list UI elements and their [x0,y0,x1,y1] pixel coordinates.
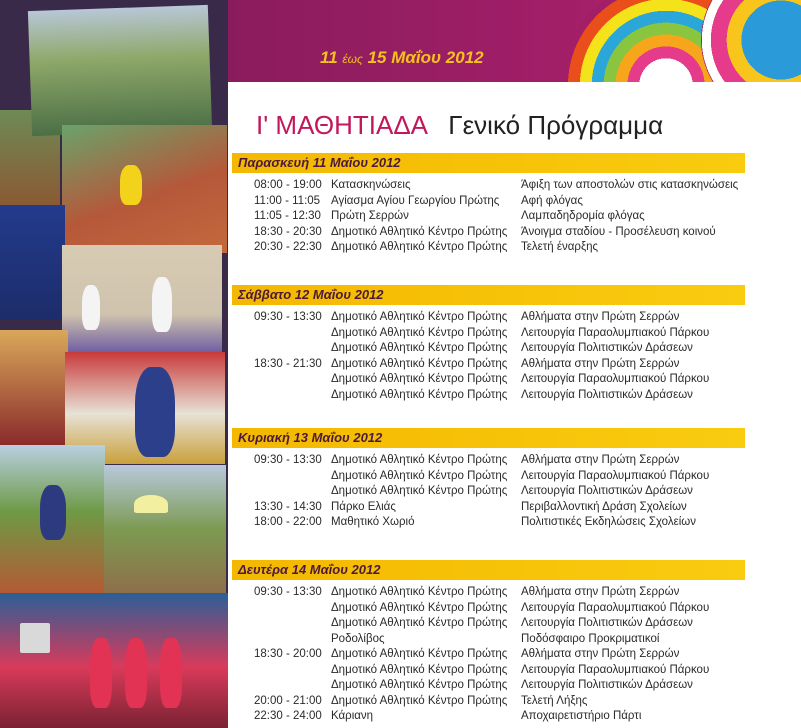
schedule-row [232,694,745,710]
schedule-row [232,209,745,225]
schedule-time: 09:30 - 13:30 [254,586,322,598]
photo-volleyball-court [28,5,212,136]
schedule-event: Αθλήματα στην Πρώτη Σερρών [521,648,680,660]
schedule-time: 18:30 - 21:30 [254,357,322,370]
photo-umbrella [104,465,226,593]
schedule-place: Κατασκηνώσεις [331,179,411,191]
schedule-row [232,515,745,531]
schedule-row [232,453,745,469]
schedule-place: Δημοτικό Αθλητικό Κέντρο Πρώτης [331,388,508,401]
schedule-row [232,388,745,404]
schedule-time: 09:30 - 13:30 [254,311,322,323]
day-rows [232,580,745,725]
day-header: Δευτέρα 14 Μαΐου 2012 [232,560,745,580]
schedule-place: Ροδολίβος [331,632,385,645]
schedule-place: Δημοτικό Αθλητικό Κέντρο Πρώτης [331,225,508,238]
schedule-place: Δημοτικό Αθλητικό Κέντρο Πρώτης [331,485,508,497]
schedule-row [232,585,745,601]
schedule-row [232,601,745,617]
schedule-row [232,326,745,342]
schedule-event: Λειτουργία Παραολυμπιακού Πάρκου [521,373,710,385]
schedule-place: Δημοτικό Αθλητικό Κέντρο Πρώτης [331,469,508,482]
schedule-row [232,225,745,241]
photo-collage [0,0,228,728]
title-subtitle: Γενικό Πρόγραμμα [448,110,664,140]
schedule-event: Λειτουργία Πολιτιστικών Δράσεων [521,485,693,497]
schedule-event: Αθλήματα στην Πρώτη Σερρών [521,311,680,323]
schedule-row [232,357,745,373]
schedule-event: Λειτουργία Παραολυμπιακού Πάρκου [521,601,710,614]
schedule-place: Δημοτικό Αθλητικό Κέντρο Πρώτης [331,601,508,614]
schedule-place: Δημοτικό Αθλητικό Κέντρο Πρώτης [331,454,508,466]
schedule-place: Δημοτικό Αθλητικό Κέντρο Πρώτης [331,694,508,707]
schedule-place: Δημοτικό Αθλητικό Κέντρο Πρώτης [331,373,508,385]
schedule-row [232,647,745,663]
schedule-time: 20:00 - 21:00 [254,694,322,707]
schedule-row [232,709,745,725]
photo-athlete [0,330,68,445]
schedule-place: Δημοτικό Αθλητικό Κέντρο Πρώτης [331,357,508,370]
day-rows [232,305,745,403]
schedule-event: Αποχαιρετιστήριο Πάρτι [521,710,642,722]
schedule-row [232,310,745,326]
photo-jumper-figure [40,485,66,540]
photo-gymnast-figure [90,638,112,708]
schedule-place: Δημοτικό Αθλητικό Κέντρο Πρώτης [331,326,508,339]
schedule-event: Αθλήματα στην Πρώτη Σερρών [521,357,680,370]
schedule-event: Λειτουργία Πολιτιστικών Δράσεων [521,617,693,629]
day-section [232,560,745,725]
schedule-time: 20:30 - 22:30 [254,241,322,253]
schedule-place: Δημοτικό Αθλητικό Κέντρο Πρώτης [331,663,508,676]
schedule-row [232,632,745,648]
schedule-place: Δημοτικό Αθλητικό Κέντρο Πρώτης [331,679,508,691]
day-section [232,153,745,256]
date-end: 15 Μαΐου 2012 [367,48,484,67]
date-connector: έως [342,52,363,66]
photo-fencing [62,245,222,360]
photo-basketball-hoop [20,623,50,653]
date-start: 11 [320,48,338,67]
schedule-row [232,178,745,194]
schedule-row [232,240,745,256]
schedule-place: Πάρκο Ελιάς [331,500,396,513]
schedule-event: Τελετή Λήξης [521,694,588,707]
day-section [232,428,745,531]
photo-fencer-figure [152,277,172,332]
photo-cycling [62,125,227,253]
schedule-time: 09:30 - 13:30 [254,454,322,466]
schedule-event: Αθλήματα στην Πρώτη Σερρών [521,454,680,466]
schedule-event: Πολιτιστικές Εκδηλώσεις Σχολείων [521,516,697,528]
schedule-time: 13:30 - 14:30 [254,500,322,513]
schedule-event: Λειτουργία Πολιτιστικών Δράσεων [521,388,693,401]
schedule-row [232,663,745,679]
schedule-time: 11:00 - 11:05 [254,194,321,207]
schedule-time: 18:00 - 22:00 [254,516,322,528]
schedule-time: 22:30 - 24:00 [254,710,322,722]
schedule-time: 11:05 - 12:30 [254,210,321,222]
photo-cyclist-figure [120,165,142,205]
schedule-row [232,372,745,388]
schedule-event: Άφιξη των αποστολών στις κατασκηνώσεις [521,179,739,191]
day-section [232,285,745,403]
schedule-time: 18:30 - 20:30 [254,225,322,238]
photo-umbrella-shape [134,495,168,513]
schedule-place: Δημοτικό Αθλητικό Κέντρο Πρώτης [331,648,508,660]
schedule-place: Μαθητικό Χωριό [331,516,415,528]
schedule-row [232,616,745,632]
title-brand: Ι' ΜΑΘΗΤΙΑΔΑ [256,110,427,140]
schedule-event: Περιβαλλοντική Δράση Σχολείων [521,500,687,513]
schedule-row [232,484,745,500]
schedule-event: Λειτουργία Παραολυμπιακού Πάρκου [521,663,710,676]
schedule-row [232,678,745,694]
schedule-event: Άνοιγμα σταδίου - Προσέλευση κοινού [521,225,716,238]
schedule-row [232,500,745,516]
photo-gymnast-figure [160,638,182,708]
schedule-place: Δημοτικό Αθλητικό Κέντρο Πρώτης [331,311,508,323]
date-banner [320,48,484,68]
schedule-event: Λαμπαδηδρομία φλόγας [521,210,645,222]
schedule-place: Κάριανη [331,710,374,722]
schedule-place: Πρώτη Σερρών [331,210,409,222]
schedule-time: 08:00 - 19:00 [254,179,322,191]
schedule-event: Λειτουργία Παραολυμπιακού Πάρκου [521,326,710,339]
page-title [256,110,663,141]
schedule-row [232,194,745,210]
schedule-place: Δημοτικό Αθλητικό Κέντρο Πρώτης [331,617,508,629]
schedule-event: Αθλήματα στην Πρώτη Σερρών [521,586,680,598]
schedule-place: Δημοτικό Αθλητικό Κέντρο Πρώτης [331,586,508,598]
photo-weightlifting [0,205,65,320]
schedule-event: Αφή φλόγας [521,194,583,207]
schedule-event: Λειτουργία Πολιτιστικών Δράσεων [521,679,693,691]
photo-long-jump [0,445,105,593]
day-header: Σάββατο 12 Μαΐου 2012 [232,285,745,305]
schedule-event: Τελετή έναρξης [521,241,599,253]
day-rows [232,173,745,256]
photo-gymnast-figure [125,638,147,708]
schedule-place: Δημοτικό Αθλητικό Κέντρο Πρώτης [331,342,508,354]
schedule-event: Λειτουργία Παραολυμπιακού Πάρκου [521,469,710,482]
schedule-row [232,469,745,485]
photo-wrestler-figure [135,367,175,457]
day-header: Κυριακή 13 Μαΐου 2012 [232,428,745,448]
schedule-time: 18:30 - 20:00 [254,648,322,660]
day-header: Παρασκευή 11 Μαΐου 2012 [232,153,745,173]
schedule-place: Αγίασμα Αγίου Γεωργίου Πρώτης [331,194,500,207]
schedule-row [232,341,745,357]
schedule-event: Ποδόσφαιρο Προκριματικοί [521,632,660,645]
schedule-place: Δημοτικό Αθλητικό Κέντρο Πρώτης [331,241,508,253]
photo-fencer-figure [82,285,100,330]
photo-gymnastics [0,593,228,728]
day-rows [232,448,745,531]
schedule-event: Λειτουργία Πολιτιστικών Δράσεων [521,342,693,354]
